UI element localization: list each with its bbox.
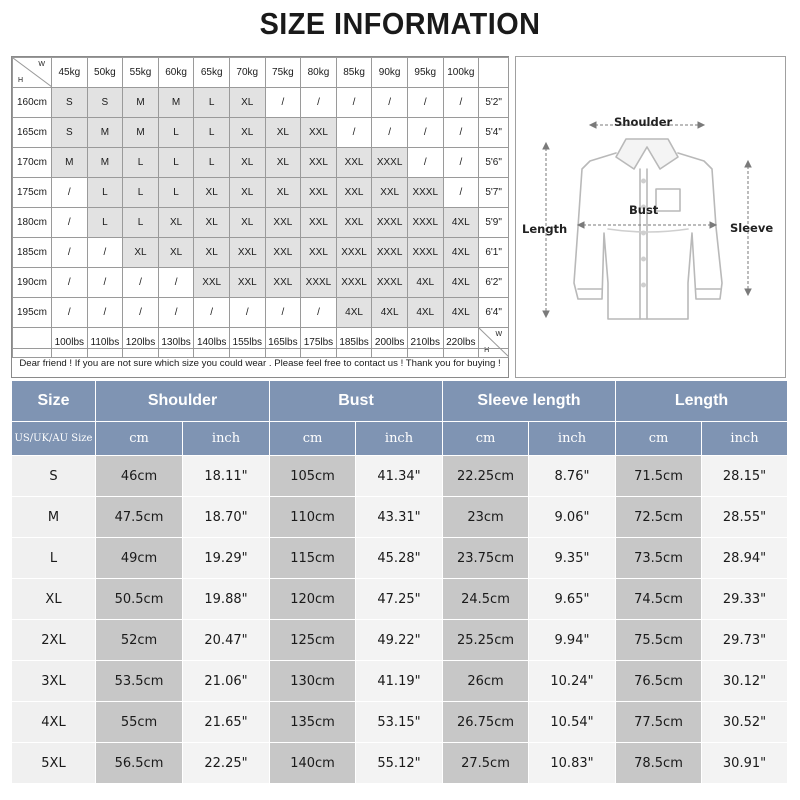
corner-cell bbox=[13, 58, 52, 88]
size-cell: XXL bbox=[301, 178, 337, 208]
size-row bbox=[12, 661, 788, 702]
sleeve-cm-cell: 24.5cm bbox=[443, 579, 529, 620]
sleeve-in-cell: 9.94" bbox=[529, 620, 616, 661]
weight-lbs-cell: 185lbs bbox=[336, 328, 372, 358]
sleeve-in-cell: 9.65" bbox=[529, 579, 616, 620]
size-cell: XXL bbox=[265, 268, 301, 298]
bust-in-cell: 47.25" bbox=[356, 579, 443, 620]
size-label-cell: S bbox=[12, 456, 96, 497]
sleeve-in-cell: 10.54" bbox=[529, 702, 616, 743]
sleeve-cm-cell: 22.25cm bbox=[443, 456, 529, 497]
size-cell: / bbox=[407, 148, 443, 178]
weight-kg-cell: 70kg bbox=[229, 58, 265, 88]
size-cell: XXXL bbox=[301, 268, 337, 298]
unit-inch: inch bbox=[356, 422, 443, 456]
size-cell: 4XL bbox=[443, 298, 479, 328]
weight-kg-cell: 75kg bbox=[265, 58, 301, 88]
length-cm-cell: 72.5cm bbox=[616, 497, 702, 538]
size-system-label: US/UK/AU Size bbox=[12, 422, 96, 456]
shoulder-cm-cell: 53.5cm bbox=[96, 661, 183, 702]
length-in-cell: 28.94" bbox=[702, 538, 788, 579]
size-cell: / bbox=[87, 298, 123, 328]
length-in-cell: 28.15" bbox=[702, 456, 788, 497]
size-cell: M bbox=[123, 88, 159, 118]
weight-lbs-cell: 140lbs bbox=[194, 328, 230, 358]
sleeve-in-cell: 9.35" bbox=[529, 538, 616, 579]
size-label-cell: 4XL bbox=[12, 702, 96, 743]
bust-cm-cell: 140cm bbox=[270, 743, 356, 784]
height-weight-table bbox=[12, 57, 509, 358]
size-cell: 4XL bbox=[336, 298, 372, 328]
weight-lbs-cell: 175lbs bbox=[301, 328, 337, 358]
size-cell: / bbox=[336, 88, 372, 118]
sleeve-in-cell: 10.83" bbox=[529, 743, 616, 784]
weight-lbs-cell: 130lbs bbox=[158, 328, 194, 358]
unit-cm: cm bbox=[443, 422, 529, 456]
size-cell: XXXL bbox=[372, 148, 408, 178]
size-cell: / bbox=[123, 268, 159, 298]
size-cell: / bbox=[52, 238, 88, 268]
bust-cm-cell: 125cm bbox=[270, 620, 356, 661]
length-cm-cell: 73.5cm bbox=[616, 538, 702, 579]
length-label: Length bbox=[522, 222, 568, 236]
size-cell: XL bbox=[229, 88, 265, 118]
header-row bbox=[12, 381, 788, 422]
size-cell: / bbox=[158, 268, 194, 298]
height-feet-cell: 6'1" bbox=[479, 238, 509, 268]
sleeve-length-header: Sleeve length bbox=[443, 381, 616, 422]
size-label-cell: 2XL bbox=[12, 620, 96, 661]
bust-in-cell: 41.34" bbox=[356, 456, 443, 497]
size-cell: XXL bbox=[194, 268, 230, 298]
sleeve-in-cell: 10.24" bbox=[529, 661, 616, 702]
shoulder-in-cell: 18.11" bbox=[183, 456, 270, 497]
shoulder-in-cell: 18.70" bbox=[183, 497, 270, 538]
size-cell: XXL bbox=[265, 238, 301, 268]
sleeve-cm-cell: 26.75cm bbox=[443, 702, 529, 743]
size-label-cell: 5XL bbox=[12, 743, 96, 784]
size-cell: XXXL bbox=[372, 238, 408, 268]
size-cell: / bbox=[158, 298, 194, 328]
height-feet-cell: 5'4" bbox=[479, 118, 509, 148]
length-cm-cell: 74.5cm bbox=[616, 579, 702, 620]
size-label-cell: 3XL bbox=[12, 661, 96, 702]
sleeve-cm-cell: 25.25cm bbox=[443, 620, 529, 661]
weight-header-row bbox=[13, 58, 509, 88]
size-row bbox=[12, 743, 788, 784]
unit-cm: cm bbox=[96, 422, 183, 456]
unit-cm: cm bbox=[616, 422, 702, 456]
shoulder-cm-cell: 46cm bbox=[96, 456, 183, 497]
size-cell: XXXL bbox=[372, 208, 408, 238]
size-cell: 4XL bbox=[372, 298, 408, 328]
shoulder-cm-cell: 56.5cm bbox=[96, 743, 183, 784]
size-cell: XL bbox=[265, 118, 301, 148]
size-cell: / bbox=[123, 298, 159, 328]
shoulder-cm-cell: 52cm bbox=[96, 620, 183, 661]
size-cell: L bbox=[123, 178, 159, 208]
length-in-cell: 30.52" bbox=[702, 702, 788, 743]
bust-in-cell: 49.22" bbox=[356, 620, 443, 661]
size-cell: XXL bbox=[301, 148, 337, 178]
size-cell: / bbox=[407, 118, 443, 148]
size-cell: / bbox=[443, 118, 479, 148]
weight-kg-cell: 80kg bbox=[301, 58, 337, 88]
size-cell: XL bbox=[194, 208, 230, 238]
size-cell: / bbox=[265, 88, 301, 118]
height-feet-cell: 5'2" bbox=[479, 88, 509, 118]
weight-lbs-cell: 110lbs bbox=[87, 328, 123, 358]
height-feet-cell: 6'2" bbox=[479, 268, 509, 298]
size-cell: L bbox=[194, 148, 230, 178]
shoulder-in-cell: 21.06" bbox=[183, 661, 270, 702]
length-in-cell: 29.33" bbox=[702, 579, 788, 620]
size-cell: XXL bbox=[301, 118, 337, 148]
size-cell: XXXL bbox=[407, 178, 443, 208]
weight-lbs-cell: 155lbs bbox=[229, 328, 265, 358]
bust-label: Bust bbox=[629, 203, 659, 217]
shoulder-label: Shoulder bbox=[614, 115, 673, 129]
sleeve-cm-cell: 23.75cm bbox=[443, 538, 529, 579]
length-cm-cell: 78.5cm bbox=[616, 743, 702, 784]
height-row bbox=[13, 118, 509, 148]
size-cell: 4XL bbox=[407, 298, 443, 328]
size-cell: XL bbox=[123, 238, 159, 268]
shoulder-cm-cell: 47.5cm bbox=[96, 497, 183, 538]
size-cell: XXL bbox=[372, 178, 408, 208]
bust-cm-cell: 105cm bbox=[270, 456, 356, 497]
weight-kg-cell: 90kg bbox=[372, 58, 408, 88]
size-cell: M bbox=[87, 118, 123, 148]
size-cell: M bbox=[87, 148, 123, 178]
size-recommendation-grid bbox=[11, 56, 509, 378]
size-cell: XXXL bbox=[336, 268, 372, 298]
shirt-diagram bbox=[515, 56, 786, 378]
size-row bbox=[12, 579, 788, 620]
height-cm-cell: 190cm bbox=[13, 268, 52, 298]
shoulder-in-cell: 21.65" bbox=[183, 702, 270, 743]
sleeve-cm-cell: 27.5cm bbox=[443, 743, 529, 784]
size-cell: L bbox=[87, 208, 123, 238]
size-cell: XL bbox=[158, 208, 194, 238]
size-cell: XL bbox=[194, 178, 230, 208]
height-row bbox=[13, 268, 509, 298]
corner-height-label: H bbox=[18, 77, 24, 84]
size-cell: L bbox=[158, 148, 194, 178]
weight-kg-cell: 60kg bbox=[158, 58, 194, 88]
bust-cm-cell: 115cm bbox=[270, 538, 356, 579]
height-cm-cell: 195cm bbox=[13, 298, 52, 328]
page-title: SIZE INFORMATION bbox=[259, 6, 541, 41]
unit-inch: inch bbox=[529, 422, 616, 456]
weight-lbs-cell: 220lbs bbox=[443, 328, 479, 358]
shoulder-cm-cell: 50.5cm bbox=[96, 579, 183, 620]
length-cm-cell: 77.5cm bbox=[616, 702, 702, 743]
size-cell: XL bbox=[229, 118, 265, 148]
height-row bbox=[13, 148, 509, 178]
size-cell: XL bbox=[158, 238, 194, 268]
bust-in-cell: 53.15" bbox=[356, 702, 443, 743]
size-cell: / bbox=[52, 298, 88, 328]
height-cm-cell: 160cm bbox=[13, 88, 52, 118]
length-cm-cell: 71.5cm bbox=[616, 456, 702, 497]
height-feet-cell: 5'6" bbox=[479, 148, 509, 178]
height-cm-cell: 185cm bbox=[13, 238, 52, 268]
weight-kg-cell: 45kg bbox=[52, 58, 88, 88]
size-row bbox=[12, 620, 788, 661]
height-cm-cell: 180cm bbox=[13, 208, 52, 238]
sleeve-cm-cell: 23cm bbox=[443, 497, 529, 538]
sleeve-in-cell: 8.76" bbox=[529, 456, 616, 497]
size-cell: M bbox=[52, 148, 88, 178]
length-in-cell: 29.73" bbox=[702, 620, 788, 661]
shoulder-cm-cell: 49cm bbox=[96, 538, 183, 579]
size-cell: XXL bbox=[301, 238, 337, 268]
height-feet-cell: 5'7" bbox=[479, 178, 509, 208]
size-cell: M bbox=[123, 118, 159, 148]
size-cell: XL bbox=[265, 178, 301, 208]
size-cell: S bbox=[52, 88, 88, 118]
weight-kg-cell: 55kg bbox=[123, 58, 159, 88]
height-row bbox=[13, 238, 509, 268]
unit-inch: inch bbox=[702, 422, 788, 456]
bust-cm-cell: 130cm bbox=[270, 661, 356, 702]
weight-lbs-cell: 120lbs bbox=[123, 328, 159, 358]
height-feet-cell: 5'9" bbox=[479, 208, 509, 238]
size-cell: L bbox=[123, 208, 159, 238]
length-in-cell: 28.55" bbox=[702, 497, 788, 538]
weight-kg-cell: 65kg bbox=[194, 58, 230, 88]
size-cell: XXL bbox=[336, 178, 372, 208]
length-cm-cell: 76.5cm bbox=[616, 661, 702, 702]
size-cell: XXL bbox=[229, 268, 265, 298]
length-in-cell: 30.12" bbox=[702, 661, 788, 702]
height-row bbox=[13, 178, 509, 208]
size-cell: / bbox=[52, 178, 88, 208]
height-row bbox=[13, 208, 509, 238]
blank-cell bbox=[479, 58, 509, 88]
size-cell: / bbox=[372, 88, 408, 118]
size-cell: / bbox=[372, 118, 408, 148]
size-cell: XXXL bbox=[372, 268, 408, 298]
size-cell: / bbox=[443, 88, 479, 118]
corner-height-label: H bbox=[484, 347, 490, 354]
size-cell: S bbox=[87, 88, 123, 118]
height-cm-cell: 170cm bbox=[13, 148, 52, 178]
size-cell: / bbox=[301, 298, 337, 328]
size-cell: XL bbox=[229, 148, 265, 178]
height-row bbox=[13, 298, 509, 328]
size-cell: / bbox=[407, 88, 443, 118]
length-cm-cell: 75.5cm bbox=[616, 620, 702, 661]
size-row bbox=[12, 538, 788, 579]
sleeve-in-cell: 9.06" bbox=[529, 497, 616, 538]
unit-row bbox=[12, 422, 788, 456]
shoulder-header: Shoulder bbox=[96, 381, 270, 422]
height-cm-cell: 175cm bbox=[13, 178, 52, 208]
weight-kg-cell: 100kg bbox=[443, 58, 479, 88]
size-cell: L bbox=[194, 88, 230, 118]
size-cell: L bbox=[194, 118, 230, 148]
size-label-cell: XL bbox=[12, 579, 96, 620]
weight-lbs-cell: 100lbs bbox=[52, 328, 88, 358]
size-cell: 4XL bbox=[407, 268, 443, 298]
weight-lbs-cell: 165lbs bbox=[265, 328, 301, 358]
weight-lbs-cell: 210lbs bbox=[407, 328, 443, 358]
size-cell: L bbox=[123, 148, 159, 178]
shoulder-in-cell: 22.25" bbox=[183, 743, 270, 784]
height-row bbox=[13, 88, 509, 118]
size-cell: / bbox=[301, 88, 337, 118]
size-cell: XL bbox=[265, 148, 301, 178]
size-row bbox=[12, 456, 788, 497]
size-header: Size bbox=[12, 381, 96, 422]
corner-weight-label: W bbox=[38, 61, 45, 68]
bust-header: Bust bbox=[270, 381, 443, 422]
length-in-cell: 30.91" bbox=[702, 743, 788, 784]
size-cell: / bbox=[52, 268, 88, 298]
size-cell: / bbox=[87, 238, 123, 268]
size-cell: L bbox=[87, 178, 123, 208]
size-cell: 4XL bbox=[443, 238, 479, 268]
size-cell: XL bbox=[194, 238, 230, 268]
bust-in-cell: 55.12" bbox=[356, 743, 443, 784]
size-cell: / bbox=[443, 148, 479, 178]
sleeve-label: Sleeve bbox=[730, 221, 774, 235]
size-cell: S bbox=[52, 118, 88, 148]
unit-cm: cm bbox=[270, 422, 356, 456]
bust-in-cell: 45.28" bbox=[356, 538, 443, 579]
bust-cm-cell: 110cm bbox=[270, 497, 356, 538]
measurement-table bbox=[11, 380, 788, 784]
bust-cm-cell: 135cm bbox=[270, 702, 356, 743]
length-header: Length bbox=[616, 381, 788, 422]
height-cm-cell: 165cm bbox=[13, 118, 52, 148]
size-cell: / bbox=[194, 298, 230, 328]
size-cell: / bbox=[443, 178, 479, 208]
size-cell: XXXL bbox=[407, 208, 443, 238]
size-label-cell: L bbox=[12, 538, 96, 579]
weight-kg-cell: 50kg bbox=[87, 58, 123, 88]
contact-note: Dear friend ! If you are not sure which size you could wear . Please feel free to contact us ! Thank you for buying ! bbox=[12, 348, 508, 378]
corner-weight-label: W bbox=[495, 331, 503, 338]
size-cell: M bbox=[158, 88, 194, 118]
weight-kg-cell: 85kg bbox=[336, 58, 372, 88]
weight-kg-cell: 95kg bbox=[407, 58, 443, 88]
shoulder-in-cell: 19.88" bbox=[183, 579, 270, 620]
shoulder-cm-cell: 55cm bbox=[96, 702, 183, 743]
size-cell: / bbox=[336, 118, 372, 148]
size-cell: XXL bbox=[229, 238, 265, 268]
size-cell: XXL bbox=[301, 208, 337, 238]
size-label-cell: M bbox=[12, 497, 96, 538]
size-cell: L bbox=[158, 118, 194, 148]
size-cell: / bbox=[52, 208, 88, 238]
weight-lbs-cell: 200lbs bbox=[372, 328, 408, 358]
shoulder-in-cell: 20.47" bbox=[183, 620, 270, 661]
size-cell: XL bbox=[229, 208, 265, 238]
height-feet-cell: 6'4" bbox=[479, 298, 509, 328]
bust-in-cell: 43.31" bbox=[356, 497, 443, 538]
shoulder-in-cell: 19.29" bbox=[183, 538, 270, 579]
size-cell: XXXL bbox=[336, 238, 372, 268]
size-cell: XXL bbox=[336, 148, 372, 178]
size-row bbox=[12, 497, 788, 538]
sleeve-cm-cell: 26cm bbox=[443, 661, 529, 702]
size-cell: L bbox=[158, 178, 194, 208]
size-cell: 4XL bbox=[443, 268, 479, 298]
size-cell: / bbox=[265, 298, 301, 328]
size-cell: XXL bbox=[265, 208, 301, 238]
size-cell: 4XL bbox=[443, 208, 479, 238]
bust-in-cell: 41.19" bbox=[356, 661, 443, 702]
size-cell: XL bbox=[229, 178, 265, 208]
size-cell: XXXL bbox=[407, 238, 443, 268]
unit-inch: inch bbox=[183, 422, 270, 456]
shirt-illustration bbox=[516, 57, 785, 377]
bust-cm-cell: 120cm bbox=[270, 579, 356, 620]
size-cell: XXL bbox=[336, 208, 372, 238]
size-row bbox=[12, 702, 788, 743]
size-cell: / bbox=[87, 268, 123, 298]
size-cell: / bbox=[229, 298, 265, 328]
